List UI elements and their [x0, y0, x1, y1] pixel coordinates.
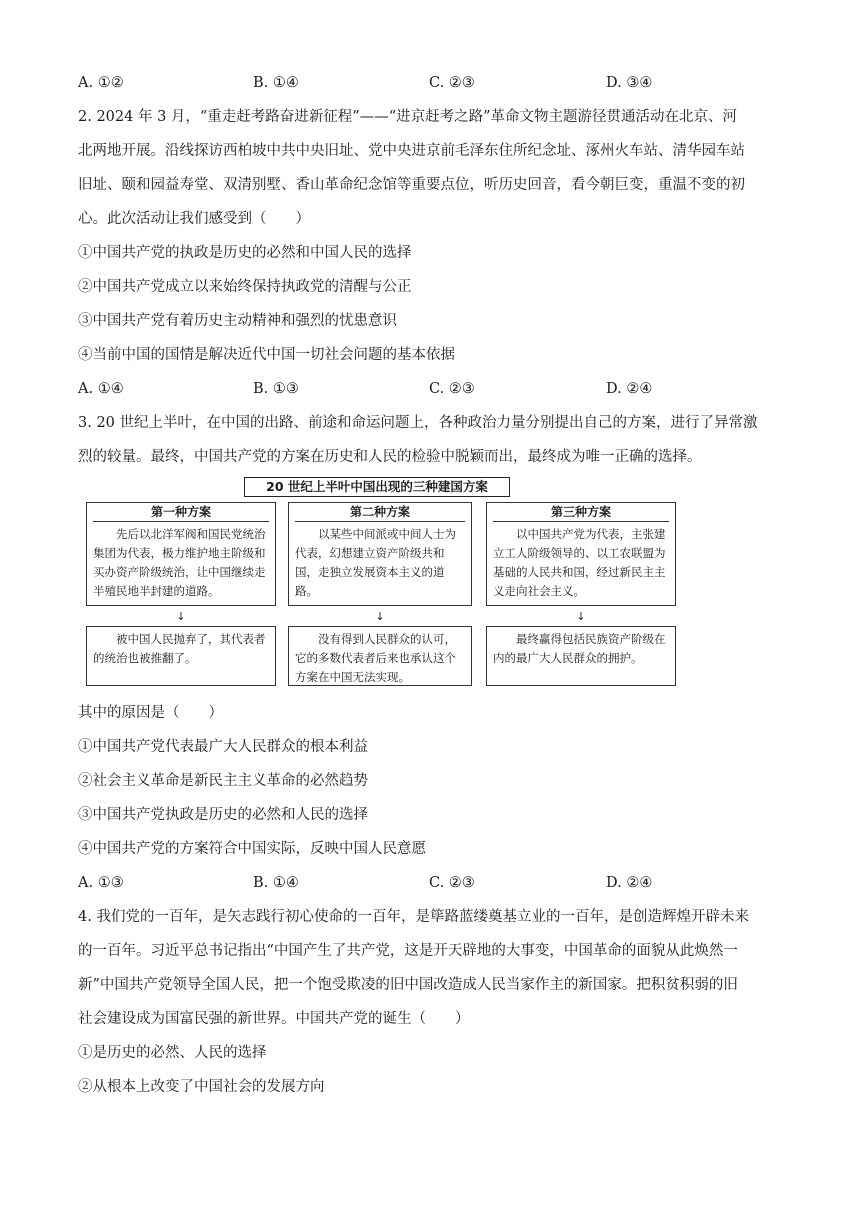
q3-option-c: C. ②③ — [429, 875, 475, 891]
plan-2-body: 以某些中间派或中间人士为代表，幻想建立资产阶级共和国，走独立发展资本主义的道路。 — [295, 527, 456, 598]
q2-item-4: ④当前中国的国情是解决近代中国一切社会问题的基本依据 — [78, 347, 455, 363]
q4-item-2: ②从根本上改变了中国社会的发展方向 — [78, 1079, 325, 1095]
q3-item-4: ④中国共产党的方案符合中国实际，反映中国人民意愿 — [78, 841, 426, 857]
q2-item-3: ③中国共产党有着历史主动精神和强烈的忧患意识 — [78, 313, 397, 329]
q2-stem-line-1: 2. 2024 年 3 月，“重走赶考路奋进新征程”——“进京赶考之路”革命文物主题游径贯通活动在北京、河 — [78, 109, 738, 125]
q3-prompt: 其中的原因是（ ） — [78, 705, 223, 721]
plan-1-result: 被中国人民抛弃了，其代表者的统治也被推翻了。 — [86, 626, 276, 686]
q2-option-d: D. ②④ — [606, 381, 653, 397]
plan-1-body: 先后以北洋军阀和国民党统治集团为代表，极力维护地主阶级和买办资产阶级统治，让中国继续走半殖民地半封建的道路。 — [93, 527, 266, 598]
q4-stem-line-1: 4. 我们党的一百年，是矢志践行初心使命的一百年，是筚路蓝缕奠基立业的一百年，是创造辉煌开辟未来 — [78, 909, 749, 925]
q3-item-1: ①中国共产党代表最广大人民群众的根本利益 — [78, 739, 368, 755]
plan-1-box — [86, 502, 276, 606]
plan-2-head: 第二种方案 — [295, 503, 465, 522]
arrow-down-icon: ↓ — [576, 610, 586, 623]
q3-stem-line-1: 3. 20 世纪上半叶，在中国的出路、前途和命运问题上，各种政治力量分别提出自己的方案，进行了异常激 — [78, 415, 758, 431]
q2-item-1: ①中国共产党的执政是历史的必然和中国人民的选择 — [78, 245, 412, 261]
q2-item-2: ②中国共产党成立以来始终保持执政党的清醒与公正 — [78, 279, 412, 295]
plan-2-result: 没有得到人民群众的认可，它的多数代表者后来也承认这个方案在中国无法实现。 — [288, 626, 472, 686]
q3-options — [78, 873, 778, 893]
plan-3-result: 最终赢得包括民族资产阶级在内的最广大人民群众的拥护。 — [486, 626, 676, 686]
q3-option-b: B. ①④ — [253, 875, 299, 891]
q1-option-d: D. ③④ — [606, 75, 653, 91]
q1-option-a: A. ①② — [78, 75, 124, 91]
figure-title: 20 世纪上半叶中国出现的三种建国方案 — [244, 477, 510, 497]
q2-option-b: B. ①③ — [253, 381, 299, 397]
q2-stem-line-2: 北两地开展。沿线探访西柏坡中共中央旧址、党中央进京前毛泽东住所纪念址、涿州火车站、清华园车站 — [78, 143, 745, 159]
q4-stem-line-2: 的一百年。习近平总书记指出“中国产生了共产党，这是开天辟地的大事变，中国革命的面貌从此焕然一 — [78, 943, 738, 959]
q3-option-a: A. ①③ — [78, 875, 124, 891]
q3-item-2: ②社会主义革命是新民主主义革命的必然趋势 — [78, 773, 368, 789]
q2-options — [78, 379, 778, 399]
q4-item-1: ①是历史的必然、人民的选择 — [78, 1045, 267, 1061]
plan-1-head: 第一种方案 — [93, 503, 269, 522]
q1-option-c: C. ②③ — [429, 75, 475, 91]
q4-stem-line-3: 新”中国共产党领导全国人民，把一个饱受欺凌的旧中国改造成人民当家作主的新国家。把积贫积弱的旧 — [78, 977, 738, 993]
q2-option-c: C. ②③ — [429, 381, 475, 397]
plan-2-box — [288, 502, 472, 606]
plan-3-head: 第三种方案 — [493, 503, 669, 522]
q3-item-3: ③中国共产党执政是历史的必然和人民的选择 — [78, 807, 368, 823]
q4-stem-line-4: 社会建设成为国富民强的新世界。中国共产党的诞生（ ） — [78, 1011, 470, 1027]
arrow-down-icon: ↓ — [375, 610, 385, 623]
q1-option-b: B. ①④ — [253, 75, 299, 91]
plan-3-body: 以中国共产党为代表，主张建立工人阶级领导的、以工农联盟为基础的人民共和国，经过新民主主义走向社会主义。 — [493, 527, 666, 598]
arrow-down-icon: ↓ — [176, 610, 186, 623]
q2-stem-line-4: 心。此次活动让我们感受到（ ） — [78, 211, 310, 227]
q3-stem-line-2: 烈的较量。最终，中国共产党的方案在历史和人民的检验中脱颖而出，最终成为唯一正确的选择。 — [78, 449, 702, 465]
q1-options — [78, 73, 778, 93]
q3-option-d: D. ②④ — [606, 875, 653, 891]
plan-3-box — [486, 502, 676, 606]
q2-stem-line-3: 旧址、颐和园益寿堂、双清别墅、香山革命纪念馆等重要点位，听历史回音，看今朝巨变，重温不变的初 — [78, 177, 745, 193]
q2-option-a: A. ①④ — [78, 381, 124, 397]
